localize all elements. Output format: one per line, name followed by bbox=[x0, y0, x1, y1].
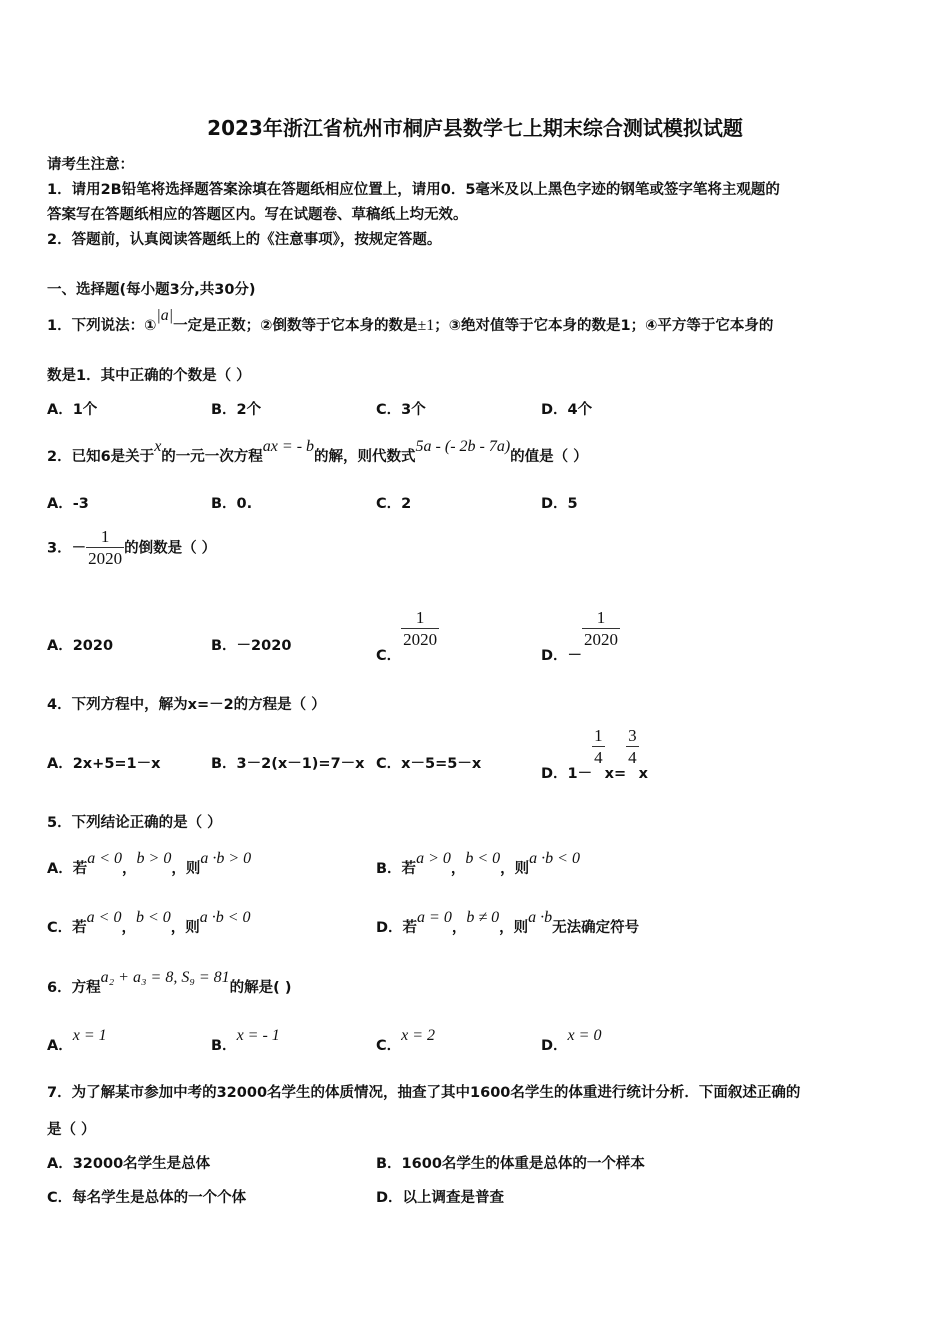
q1-option-b: B．2个 bbox=[211, 402, 262, 418]
question-1-line-1: 1．下列说法：①|a|一定是正数；②倒数等于它本身的数是±1；③绝对值等于它本身的数是1；④平方等于它本身的 bbox=[47, 307, 774, 334]
q6-option-d: D．x = 0 bbox=[541, 1027, 602, 1054]
notice-line-1: 1．请用2B铅笔将选择题答案涂填在答题纸相应位置上，请用0．5毫米及以上黑色字迹的钢笔或签字笔将主观题的 bbox=[47, 182, 780, 198]
question-3: 3．－ $\frac{1}{2020}$ 的倒数是（ ） bbox=[47, 527, 217, 568]
equation-ax: ax = - b bbox=[262, 438, 315, 455]
fraction-1-4: $\frac{1}{4}$ bbox=[594, 726, 603, 767]
q5-option-d: D．若a = 0，b ≠ 0，则a ·b无法确定符号 bbox=[376, 909, 640, 936]
fraction-c: $\frac{1}{2020}$ bbox=[403, 608, 438, 649]
q5-option-a: A．若a < 0，b > 0，则a ·b > 0 bbox=[47, 850, 252, 877]
q7-option-a: A．32000名学生是总体 bbox=[47, 1156, 211, 1172]
question-7-line-1: 7．为了解某市参加中考的32000名学生的体质情况，抽查了其中1600名学生的体重进行统计分析．下面叙述正确的 bbox=[47, 1085, 801, 1101]
abs-a-formula: |a| bbox=[156, 307, 174, 324]
expression-5a: 5a - (- 2b - 7a) bbox=[415, 438, 511, 455]
q2-option-a: A．-3 bbox=[47, 496, 89, 512]
q4-option-b: B．3－2(x－1)=7－x bbox=[211, 756, 365, 772]
page-title: 2023年浙江省杭州市桐庐县数学七上期末综合测试模拟试题 bbox=[207, 116, 743, 140]
var-x: x bbox=[154, 438, 162, 455]
q6-option-c: C．x = 2 bbox=[376, 1027, 436, 1054]
fraction-3-4: $\frac{3}{4}$ bbox=[628, 726, 637, 767]
q6-option-b: B．x = - 1 bbox=[211, 1027, 280, 1054]
question-2: 2．已知6是关于x的一元一次方程ax = - b的解，则代数式5a - (- 2b - 7a)的值是（ ） bbox=[47, 438, 588, 465]
question-1-line-2: 数是1．其中正确的个数是（ ） bbox=[47, 368, 251, 384]
notice-line-3: 2．答题前，认真阅读答题纸上的《注意事项》，按规定答题。 bbox=[47, 232, 442, 248]
q2-option-d: D．5 bbox=[541, 496, 578, 512]
fraction-d: $\frac{1}{2020}$ bbox=[584, 608, 619, 649]
q2-option-c: C．2 bbox=[376, 496, 412, 512]
q7-option-c: C．每名学生是总体的一个个体 bbox=[47, 1190, 247, 1206]
q4-option-a: A．2x+5=1－x bbox=[47, 756, 161, 772]
q1-option-a: A．1个 bbox=[47, 402, 98, 418]
q5-option-c: C．若a < 0，b < 0，则a ·b < 0 bbox=[47, 909, 251, 936]
q4-option-c: C．x－5=5－x bbox=[376, 756, 482, 772]
q3-option-c: C． $\frac{1}{2020}$ bbox=[376, 608, 438, 664]
plus-minus-one: ±1 bbox=[417, 317, 435, 334]
q3-option-d: D．－ $\frac{1}{2020}$ bbox=[541, 608, 619, 664]
notice-line-2: 答案写在答题纸相应的答题区内。写在试题卷、草稿纸上均无效。 bbox=[47, 207, 468, 223]
q1-option-c: C．3个 bbox=[376, 402, 426, 418]
sequence-equation: a₂ + a₃ = 8, S₉ = 81 bbox=[100, 969, 230, 986]
question-6: 6．方程a₂ + a₃ = 8, S₉ = 81的解是( ) bbox=[47, 969, 292, 996]
q3-option-b: B．－2020 bbox=[211, 638, 292, 654]
section-heading: 一、选择题(每小题3分,共30分) bbox=[47, 282, 256, 298]
q2-option-b: B．0. bbox=[211, 496, 253, 512]
q7-option-d: D．以上调查是普查 bbox=[376, 1190, 505, 1206]
q1-option-d: D．4个 bbox=[541, 402, 593, 418]
fraction-1-2020: $\frac{1}{2020}$ bbox=[88, 527, 123, 568]
notice-heading: 请考生注意： bbox=[47, 157, 134, 173]
q3-option-a: A．2020 bbox=[47, 638, 114, 654]
q7-option-b: B．1600名学生的体重是总体的一个样本 bbox=[376, 1156, 645, 1172]
q4-option-d: D．1－ $\frac{1}{4}$ x= $\frac{3}{4}$ x bbox=[541, 726, 649, 782]
question-4: 4．下列方程中，解为x=－2的方程是（ ） bbox=[47, 697, 326, 713]
question-7-line-2: 是（ ） bbox=[47, 1122, 96, 1138]
question-5: 5．下列结论正确的是（ ） bbox=[47, 815, 222, 831]
q5-option-b: B．若a > 0，b < 0，则a ·b < 0 bbox=[376, 850, 580, 877]
q6-option-a: A．x = 1 bbox=[47, 1027, 107, 1054]
